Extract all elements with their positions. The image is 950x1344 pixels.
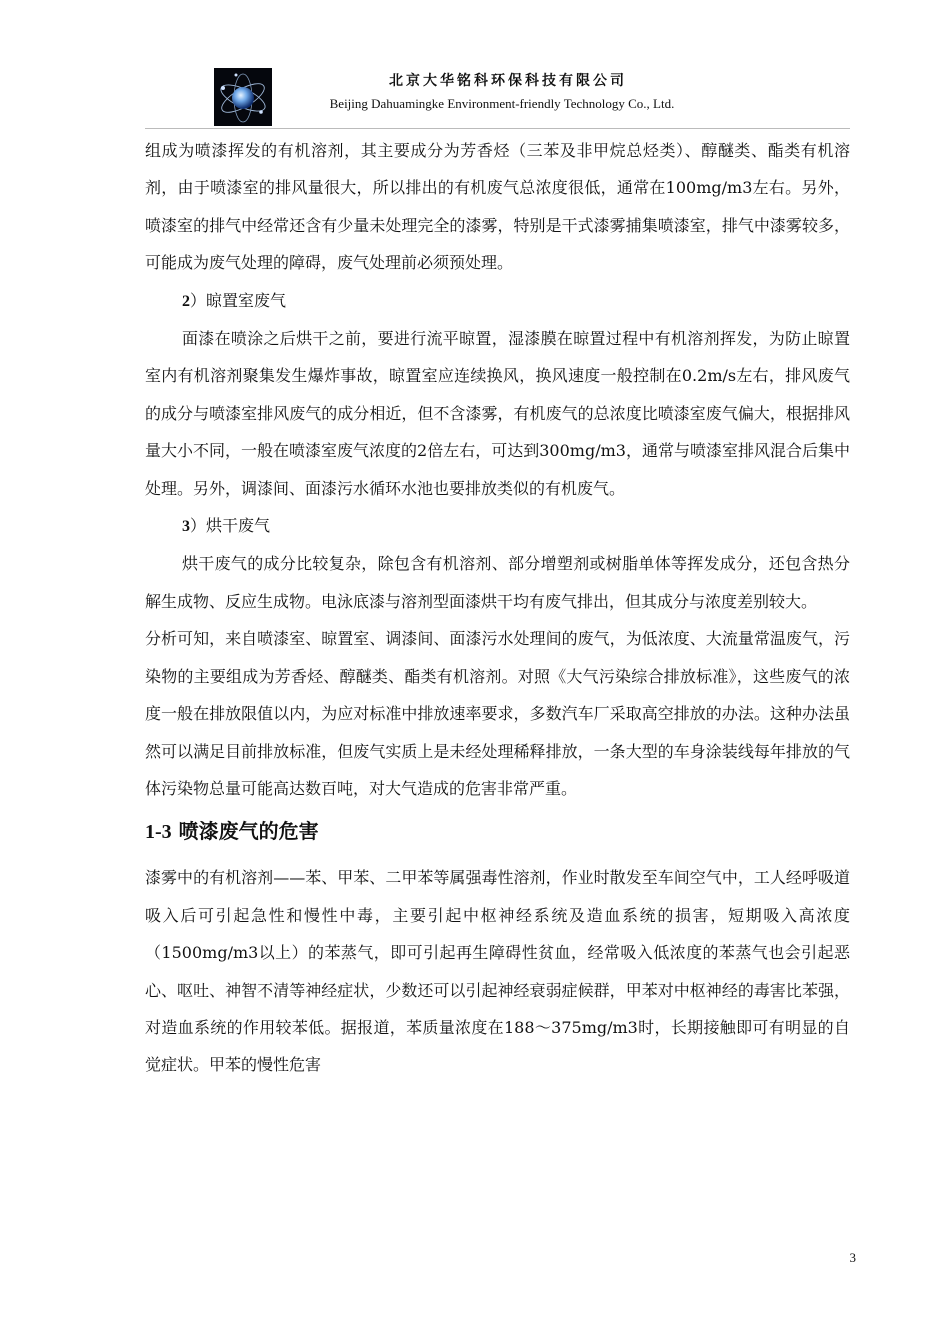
section-number: 1-3 xyxy=(145,821,172,844)
company-name-english: Beijing Dahuamingke Environment-friendly Technology Co., Ltd. xyxy=(329,96,675,111)
subheading-flash-off-room xyxy=(145,282,850,320)
subheading-text: ）烘干废气 xyxy=(190,516,271,536)
company-logo xyxy=(214,68,272,126)
paragraph-flash-off-room: 面漆在喷涂之后烘干之前，要进行流平晾置，湿漆膜在晾置过程中有机溶剂挥发，为防止晾置室内有机溶剂聚集发生爆炸事故，晾置室应连续换风，换风速度一般控制在0.2m/s左右，排风废气的成分与喷漆室排风废气的成分相近，但不含漆雾，有机废气的总浓度比喷漆室废气偏大，根据排风量大小不同，一般在喷漆室废气浓度的2倍左右，可达到300mg/m3，通常与喷漆室排风混合后集中处理。另外，调漆间、面漆污水循环水池也要排放类似的有机废气。 xyxy=(145,329,850,498)
atom-logo-icon xyxy=(214,68,272,126)
subheading-drying-exhaust xyxy=(145,507,850,545)
page-number: 3 xyxy=(849,1250,856,1265)
paragraph-drying-exhaust: 烘干废气的成分比较复杂，除包含有机溶剂、部分增塑剂或树脂单体等挥发成分，还包含热分解生成物、反应生成物。电泳底漆与溶剂型面漆烘干均有废气排出，但其成分与浓度差别较大。 xyxy=(145,554,850,611)
page-header xyxy=(0,60,950,130)
subheading-number: 3 xyxy=(182,518,190,536)
company-name-chinese: 北京大华铭科环保科技有限公司 xyxy=(389,73,627,89)
section-title-hazards xyxy=(145,807,850,853)
paragraph-hazards: 漆雾中的有机溶剂——苯、甲苯、二甲苯等属强毒性溶剂，作业时散发至车间空气中，工人经呼吸道吸入后可引起急性和慢性中毒，主要引起中枢神经系统及造血系统的损害，短期吸入高浓度（1500mg/m3以上）的苯蒸气，即可引起再生障碍性贫血，经常吸入低浓度的苯蒸气也会引起恶心、呕吐、神智不清等神经症状，少数还可以引起神经衰弱症候群，甲苯对中枢神经的毒害比苯强，对造血系统的作用较苯低。据报道，苯质量浓度在188～375mg/m3时，长期接触即可有明显的自觉症状。甲苯的慢性危害 xyxy=(145,868,850,1075)
section-text: 喷漆废气的危害 xyxy=(171,819,319,844)
subheading-text: ）晾置室废气 xyxy=(190,290,287,310)
page-content xyxy=(145,132,850,1084)
header-divider xyxy=(145,128,850,129)
paragraph-analysis: 分析可知，来自喷漆室、晾置室、调漆间、面漆污水处理间的废气，为低浓度、大流量常温废气，污染物的主要组成为芳香烃、醇醚类、酯类有机溶剂。对照《大气污染综合排放标准》，这些废气的浓度一般在排放限值以内，为应对标准中排放速率要求，多数汽车厂采取高空排放的办法。这种办法虽然可以满足目前排放标准，但废气实质上是未经处理稀释排放，一条大型的车身涂装线每年排放的气体污染物总量可能高达数百吨，对大气造成的危害非常严重。 xyxy=(145,629,850,798)
subheading-number: 2 xyxy=(182,292,190,310)
paragraph-spray-booth-exhaust: 组成为喷漆挥发的有机溶剂，其主要成分为芳香烃（三苯及非甲烷总烃类）、醇醚类、酯类有机溶剂，由于喷漆室的排风量很大，所以排出的有机废气总浓度很低，通常在100mg/m3左右。另外，喷漆室的排气中经常还含有少量未处理完全的漆雾，特别是干式漆雾捕集喷漆室，排气中漆雾较多，可能成为废气处理的障碍，废气处理前必须预处理。 xyxy=(145,141,850,273)
